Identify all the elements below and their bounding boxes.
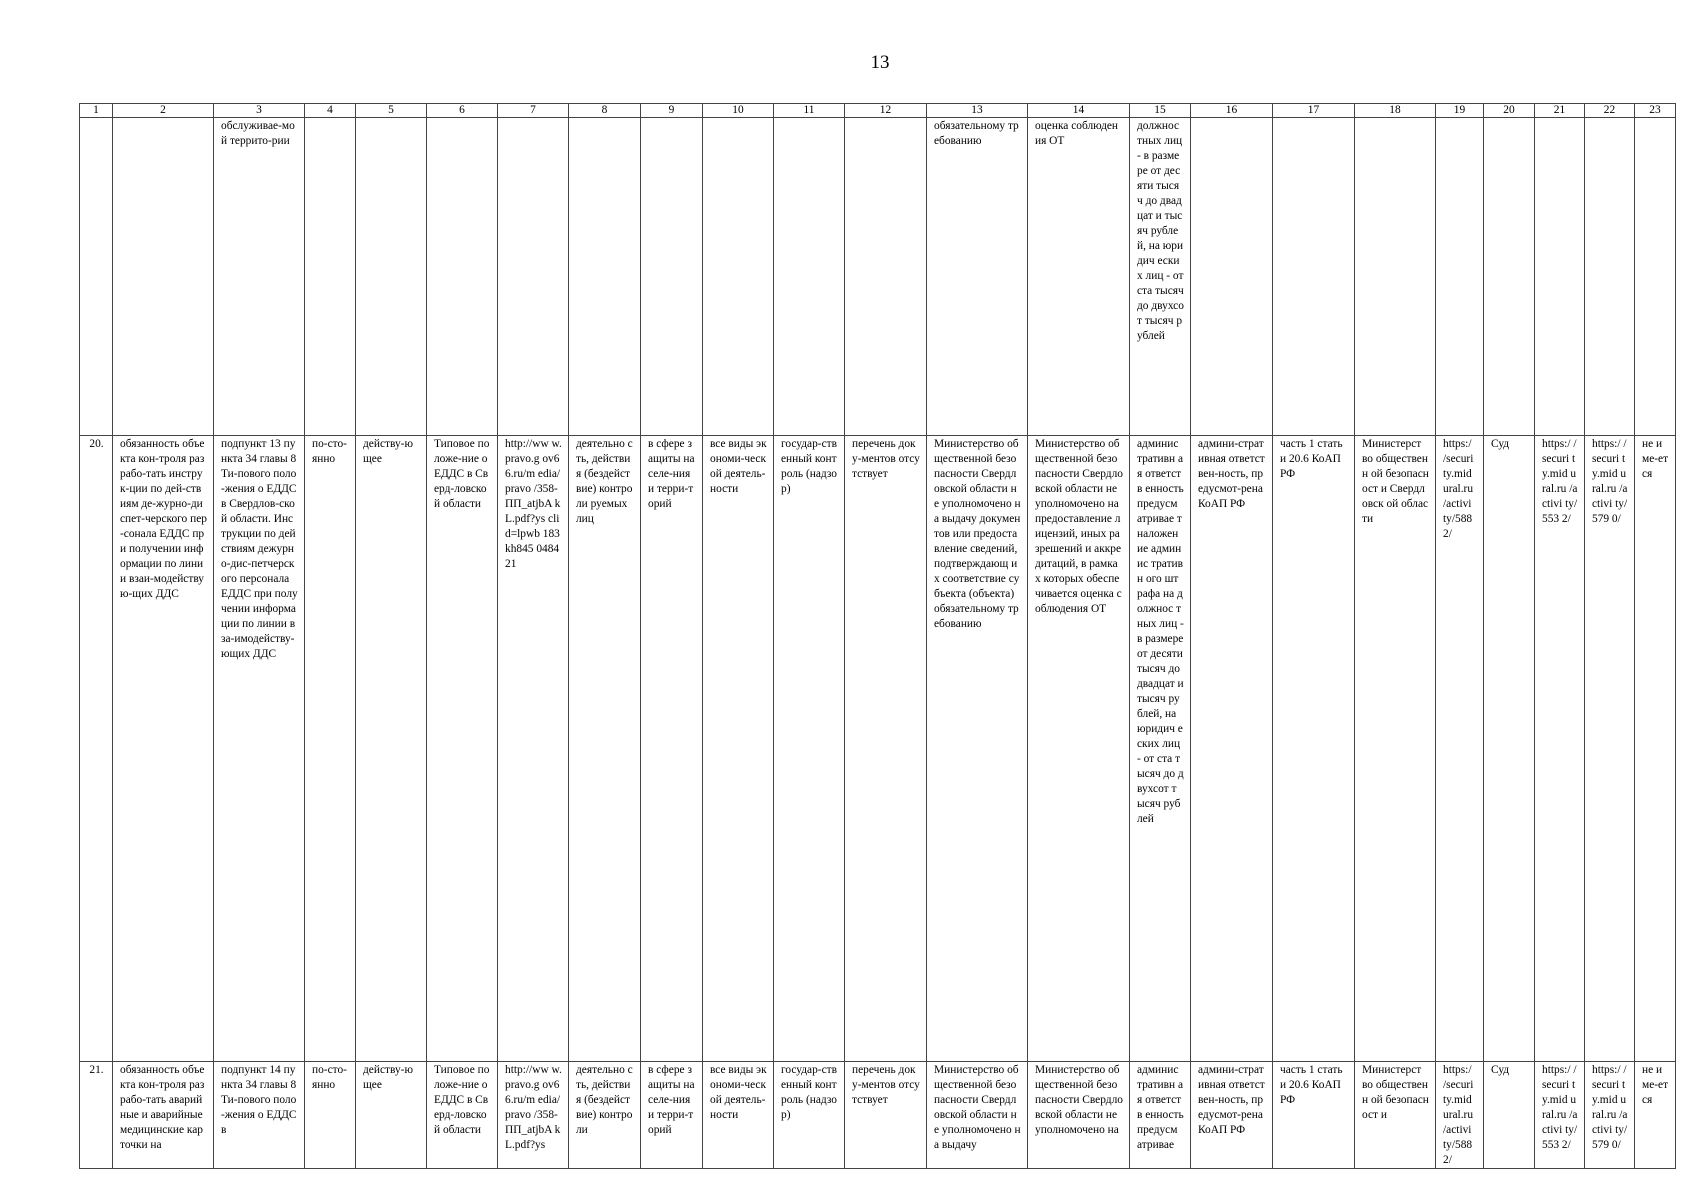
table-cell-col-20: Суд	[1484, 1062, 1535, 1169]
table-cell-col-2: обязанность объекта кон-троля разрабо-тать инструк-ции по дей-ствиям де-журно-диспет-черского пер-сонала ЕДДС при получении информации по линии взаи-модействую-щих ДДС	[113, 436, 214, 1062]
table-cell-col-19: https:/ /securi ty.mid ural.ru /activi ty/588 2/	[1436, 436, 1484, 1062]
table-cell-col-21: https:/ /securi ty.mid ural.ru /activi ty/553 2/	[1535, 436, 1585, 1062]
column-number-13: 13	[927, 104, 1028, 118]
column-number-8: 8	[569, 104, 641, 118]
table-cell-col-13: Министерство общественной безопасности Свердловской области не уполномочено на выдачу документов или предоставление сведений, подтверждающ их соответствие субъекта (объекта) обязательному требованию	[927, 436, 1028, 1062]
column-number-11: 11	[774, 104, 845, 118]
table-cell-col-6	[427, 118, 498, 436]
table-cell-col-6: Типовое положе-ние о ЕДДС в Сверд-ловской области	[427, 436, 498, 1062]
table-cell-col-1: 21.	[80, 1062, 113, 1169]
table-cell-col-23	[1635, 118, 1676, 436]
table-cell-col-14: оценка соблюдения ОТ	[1028, 118, 1130, 436]
table-cell-col-17: часть 1 статьи 20.6 КоАП РФ	[1273, 436, 1355, 1062]
column-number-21: 21	[1535, 104, 1585, 118]
table-cell-col-12: перечень доку-ментов отсутствует	[845, 436, 927, 1062]
table-cell-col-17: часть 1 статьи 20.6 КоАП РФ	[1273, 1062, 1355, 1169]
table-cell-col-15: админис тративн ая ответств енность предусм атривае т наложен ие админис тративн ого штрафа на должнос тных лиц - в размере от десяти тысяч до двадцат и тысяч рублей, на юридич еских лиц - от ста тысяч до двухсот тысяч рублей	[1130, 436, 1191, 1062]
table-cell-col-23: не име-ется	[1635, 436, 1676, 1062]
column-number-15: 15	[1130, 104, 1191, 118]
column-number-10: 10	[703, 104, 774, 118]
column-number-4: 4	[305, 104, 356, 118]
table-cell-col-4: по-сто-янно	[305, 436, 356, 1062]
table-cell-col-3: обслуживае-мой террито-рии	[214, 118, 305, 436]
table-cell-col-10: все виды экономи-ческой деятель-ности	[703, 436, 774, 1062]
column-number-19: 19	[1436, 104, 1484, 118]
table-cell-col-1	[80, 118, 113, 436]
table-cell-col-1: 20.	[80, 436, 113, 1062]
table-cell-col-10: все виды экономи-ческой деятель-ности	[703, 1062, 774, 1169]
column-number-7: 7	[498, 104, 569, 118]
table-cell-col-13: Министерство общественной безопасности Свердловской области не уполномочено на выдачу	[927, 1062, 1028, 1169]
requirements-table	[79, 103, 1676, 1169]
table-cell-col-5: действу-ющее	[356, 436, 427, 1062]
table-cell-col-5: действу-ющее	[356, 1062, 427, 1169]
table-cell-col-15: должнос тных лиц - в размере от десяти тысяч до двадцат и тысяч рублей, на юридич еских лиц - от ста тысяч до двухсот тысяч рублей	[1130, 118, 1191, 436]
table-cell-col-2	[113, 118, 214, 436]
table-row	[80, 118, 1676, 436]
table-cell-col-7: http://ww w.pravo.g ov66.ru/m edia/pravo /358-ПП_atjbA kL.pdf?ys	[498, 1062, 569, 1169]
column-number-20: 20	[1484, 104, 1535, 118]
table-cell-col-8: деятельно сть, действия (бездейст вие) контроли	[569, 1062, 641, 1169]
column-number-12: 12	[845, 104, 927, 118]
table-cell-col-5	[356, 118, 427, 436]
table-cell-col-16: админи-стративная ответствен-ность, предусмот-рена КоАП РФ	[1191, 1062, 1273, 1169]
table-cell-col-14: Министерство общественной безопасности Свердловской области не уполномочено на	[1028, 1062, 1130, 1169]
column-number-22: 22	[1585, 104, 1635, 118]
table-cell-col-20: Суд	[1484, 436, 1535, 1062]
column-number-row	[80, 104, 1676, 118]
table-cell-col-15: админис тративн ая ответств енность предусм атривае	[1130, 1062, 1191, 1169]
column-number-14: 14	[1028, 104, 1130, 118]
table-cell-col-12: перечень доку-ментов отсутствует	[845, 1062, 927, 1169]
page-number: 13	[870, 52, 890, 73]
table-cell-col-7	[498, 118, 569, 436]
table-cell-col-2: обязанность объекта кон-троля разрабо-тать аварийные и аварийные медицинские карточки на	[113, 1062, 214, 1169]
table-row	[80, 436, 1676, 1062]
column-number-17: 17	[1273, 104, 1355, 118]
table-cell-col-3: подпункт 14 пункта 34 главы 8 Ти-пового поло-жения о ЕДДС в	[214, 1062, 305, 1169]
table-cell-col-7: http://ww w.pravo.g ov66.ru/m edia/pravo /358-ПП_atjbA kL.pdf?ys clid=lpwb 183kh845 048421	[498, 436, 569, 1062]
column-number-16: 16	[1191, 104, 1273, 118]
table-cell-col-9: в сфере защиты населе-ния и терри-торий	[641, 1062, 703, 1169]
table-cell-col-22	[1585, 118, 1635, 436]
table-cell-col-21: https:/ /securi ty.mid ural.ru /activi ty/553 2/	[1535, 1062, 1585, 1169]
table-cell-col-19	[1436, 118, 1484, 436]
column-number-6: 6	[427, 104, 498, 118]
table-cell-col-8: деятельно сть, действия (бездейст вие) контроли руемых лиц	[569, 436, 641, 1062]
column-number-9: 9	[641, 104, 703, 118]
column-number-1: 1	[80, 104, 113, 118]
table-cell-col-17	[1273, 118, 1355, 436]
table-cell-col-21	[1535, 118, 1585, 436]
table-cell-col-16: админи-стративная ответствен-ность, предусмот-рена КоАП РФ	[1191, 436, 1273, 1062]
table-cell-col-10	[703, 118, 774, 436]
table-cell-col-12	[845, 118, 927, 436]
column-number-23: 23	[1635, 104, 1676, 118]
table-cell-col-22: https:/ /securi ty.mid ural.ru /activi ty/579 0/	[1585, 1062, 1635, 1169]
table-cell-col-9: в сфере защиты населе-ния и терри-торий	[641, 436, 703, 1062]
table-cell-col-18	[1355, 118, 1436, 436]
table-cell-col-6: Типовое положе-ние о ЕДДС в Сверд-ловской области	[427, 1062, 498, 1169]
table-cell-col-19: https:/ /securi ty.mid ural.ru /activi ty/588 2/	[1436, 1062, 1484, 1169]
table-cell-col-16	[1191, 118, 1273, 436]
table-cell-col-11	[774, 118, 845, 436]
table-cell-col-22: https:/ /securi ty.mid ural.ru /activi ty/579 0/	[1585, 436, 1635, 1062]
column-number-18: 18	[1355, 104, 1436, 118]
table-cell-col-9	[641, 118, 703, 436]
column-number-5: 5	[356, 104, 427, 118]
table-cell-col-11: государ-ственный контроль (надзор)	[774, 1062, 845, 1169]
column-number-2: 2	[113, 104, 214, 118]
table-cell-col-20	[1484, 118, 1535, 436]
table-cell-col-23: не име-ется	[1635, 1062, 1676, 1169]
table-cell-col-11: государ-ственный контроль (надзор)	[774, 436, 845, 1062]
column-number-3: 3	[214, 104, 305, 118]
table-cell-col-8	[569, 118, 641, 436]
table-cell-col-13: обязательному требованию	[927, 118, 1028, 436]
table-cell-col-3: подпункт 13 пункта 34 главы 8 Ти-пового поло-жения о ЕДДС в Свердлов-ской области. Инструкции по действиям дежурно-дис-петчерского персонала ЕДДС при получении информации по линии вза-имодейству-ющих ДДС	[214, 436, 305, 1062]
table-row	[80, 1062, 1676, 1169]
table-cell-col-4	[305, 118, 356, 436]
table-cell-col-14: Министерство общественной безопасности Свердловской области не уполномочено на предоставление лицензий, иных разрешений и аккредитаций, в рамках которых обеспечивается оценка соблюдения ОТ	[1028, 436, 1130, 1062]
table-cell-col-18: Министерст во общественн ой безопасност и Свердловск ой области	[1355, 436, 1436, 1062]
table-cell-col-18: Министерст во общественн ой безопасност и	[1355, 1062, 1436, 1169]
table-cell-col-4: по-сто-янно	[305, 1062, 356, 1169]
